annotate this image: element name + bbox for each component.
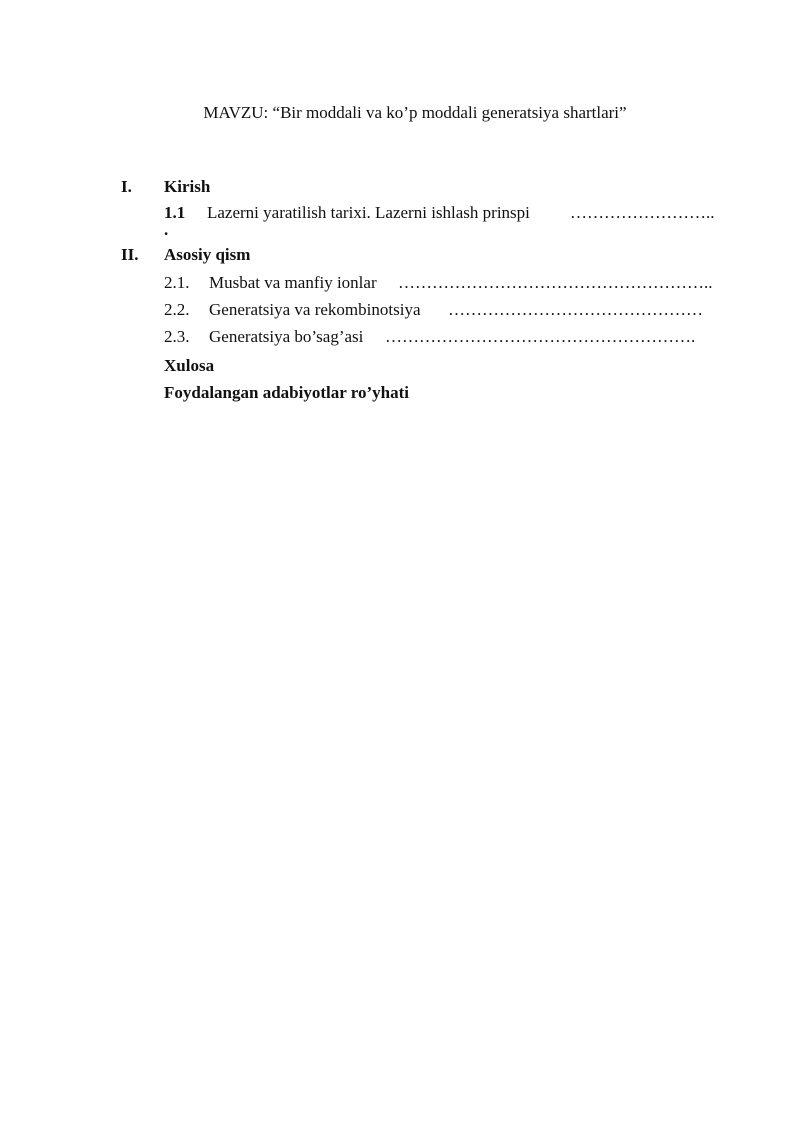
toc-section-2-numeral: II. (121, 245, 139, 264)
document-title: MAVZU: “Bir moddali va ko’p moddali generatsiya shartlari” (203, 103, 627, 122)
toc-section-2-heading: Asosiy qism (164, 245, 251, 264)
toc-item-1-1-leader: …………………….. (570, 203, 715, 222)
toc-item-1-1-text: Lazerni yaratilish tarixi. Lazerni ishlash prinspi (207, 203, 530, 222)
toc-item-2-1-text: Musbat va manfiy ionlar (209, 273, 377, 292)
toc-item-2-2-text: Generatsiya va rekombinotsiya (209, 300, 421, 319)
toc-section-1-heading: Kirish (164, 177, 211, 196)
toc-item-2-1-leader: ……………………………………………….. (398, 273, 713, 292)
toc-item-1-1-continuation: . (164, 220, 169, 239)
toc-item-2-3-text: Generatsiya bo’sag’asi (209, 327, 364, 346)
toc-item-2-2-leader: ……………………………………… (448, 300, 703, 319)
toc-item-2-3-leader: ………………………………………………. (385, 327, 696, 346)
toc-item-2-2-number: 2.2. (164, 300, 190, 319)
toc-item-1-1-number: 1.1 (164, 203, 186, 222)
toc-item-2-1-number: 2.1. (164, 273, 190, 292)
toc-conclusion: Xulosa (164, 356, 215, 375)
toc-references: Foydalangan adabiyotlar ro’yhati (164, 383, 409, 402)
toc-item-2-3-number: 2.3. (164, 327, 190, 346)
toc-section-1-numeral: I. (121, 177, 132, 196)
